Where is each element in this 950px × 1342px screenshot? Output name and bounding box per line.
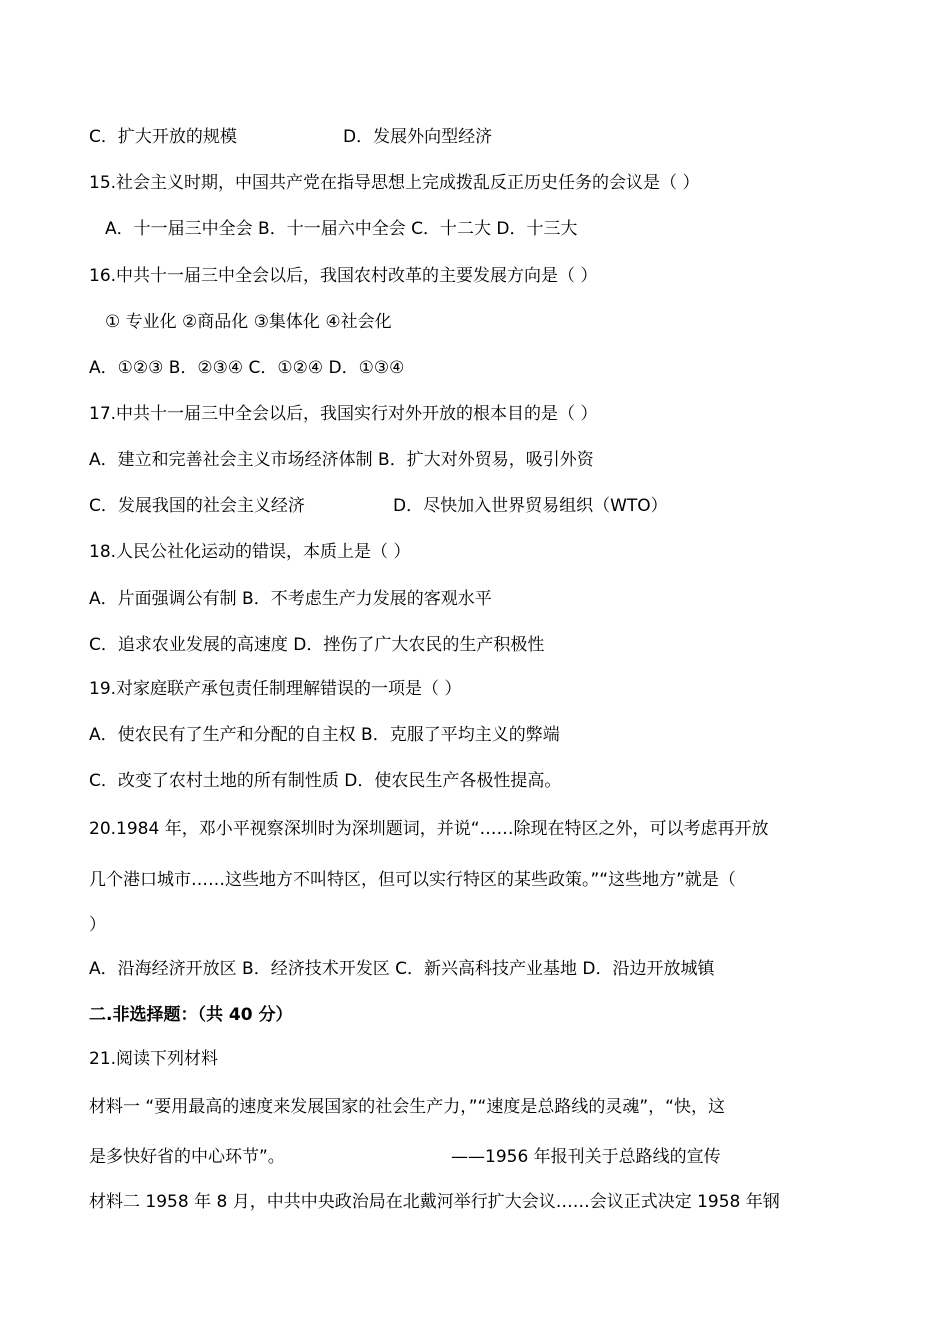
question-18-options-ab: A．片面强调公有制 B．不考虑生产力发展的客观水平 [89,589,492,609]
question-17-option-d: D．尽快加入世界贸易组织（WTO） [393,496,668,516]
question-17-options-cd [89,494,668,518]
question-20-options: A．沿海经济开放区 B．经济技术开发区 C．新兴高科技产业基地 D．沿边开放城镇 [89,959,715,979]
question-20-line-1: 20.1984 年，邓小平视察深圳时为深圳题词，并说“……除现在特区之外，可以考虑再开放 [89,819,769,839]
question-21-stem: 21.阅读下列材料 [89,1049,219,1069]
material-1-quote-end: 是多快好省的中心环节”。 [89,1147,285,1167]
question-18-options-cd: C．追求农业发展的高速度 D．挫伤了广大农民的生产积极性 [89,635,545,655]
question-18-stem: 18.人民公社化运动的错误，本质上是（ ） [89,542,411,562]
question-20-line-3: ） [89,915,106,935]
question-16-options: A．①②③ B．②③④ C．①②④ D．①③④ [89,358,405,378]
option-line-c-d [89,125,493,149]
question-19-options-ab: A．使农民有了生产和分配的自主权 B．克服了平均主义的弊端 [89,725,560,745]
question-20-line-2: 几个港口城市……这些地方不叫特区，但可以实行特区的某些政策。”“这些地方”就是（ [89,870,736,890]
material-2-line-1: 材料二 1958 年 8 月，中共中央政治局在北戴河举行扩大会议……会议正式决定 1958 年钢 [89,1192,780,1212]
material-1-source: ——1956 年报刊关于总路线的宣传 [451,1147,721,1167]
question-16-stem: 16.中共十一届三中全会以后，我国农村改革的主要发展方向是（ ） [89,266,598,286]
question-15-options: A．十一届三中全会 B．十一届六中全会 C．十二大 D．十三大 [105,219,578,239]
question-17-options-ab: A．建立和完善社会主义市场经济体制 B．扩大对外贸易，吸引外资 [89,450,594,470]
question-17-option-c: C．发展我国的社会主义经济 [89,496,305,516]
section-2-heading: 二.非选择题：（共 40 分） [89,1005,293,1025]
material-1-line-2 [89,1145,721,1169]
question-15-stem: 15.社会主义时期，中国共产党在指导思想上完成拨乱反正历史任务的会议是（ ） [89,173,700,193]
question-19-stem: 19.对家庭联产承包责任制理解错误的一项是（ ） [89,679,462,699]
material-1-line-1: 材料一 “要用最高的速度来发展国家的社会生产力，”“速度是总路线的灵魂”，“快，这 [89,1097,725,1117]
question-16-items: ① 专业化 ②商品化 ③集体化 ④社会化 [105,312,392,332]
option-c: C．扩大开放的规模 [89,127,237,147]
question-19-options-cd: C．改变了农村土地的所有制性质 D．使农民生产各极性提高。 [89,771,562,791]
option-d: D．发展外向型经济 [343,127,493,147]
question-17-stem: 17.中共十一届三中全会以后，我国实行对外开放的根本目的是（ ） [89,404,598,424]
